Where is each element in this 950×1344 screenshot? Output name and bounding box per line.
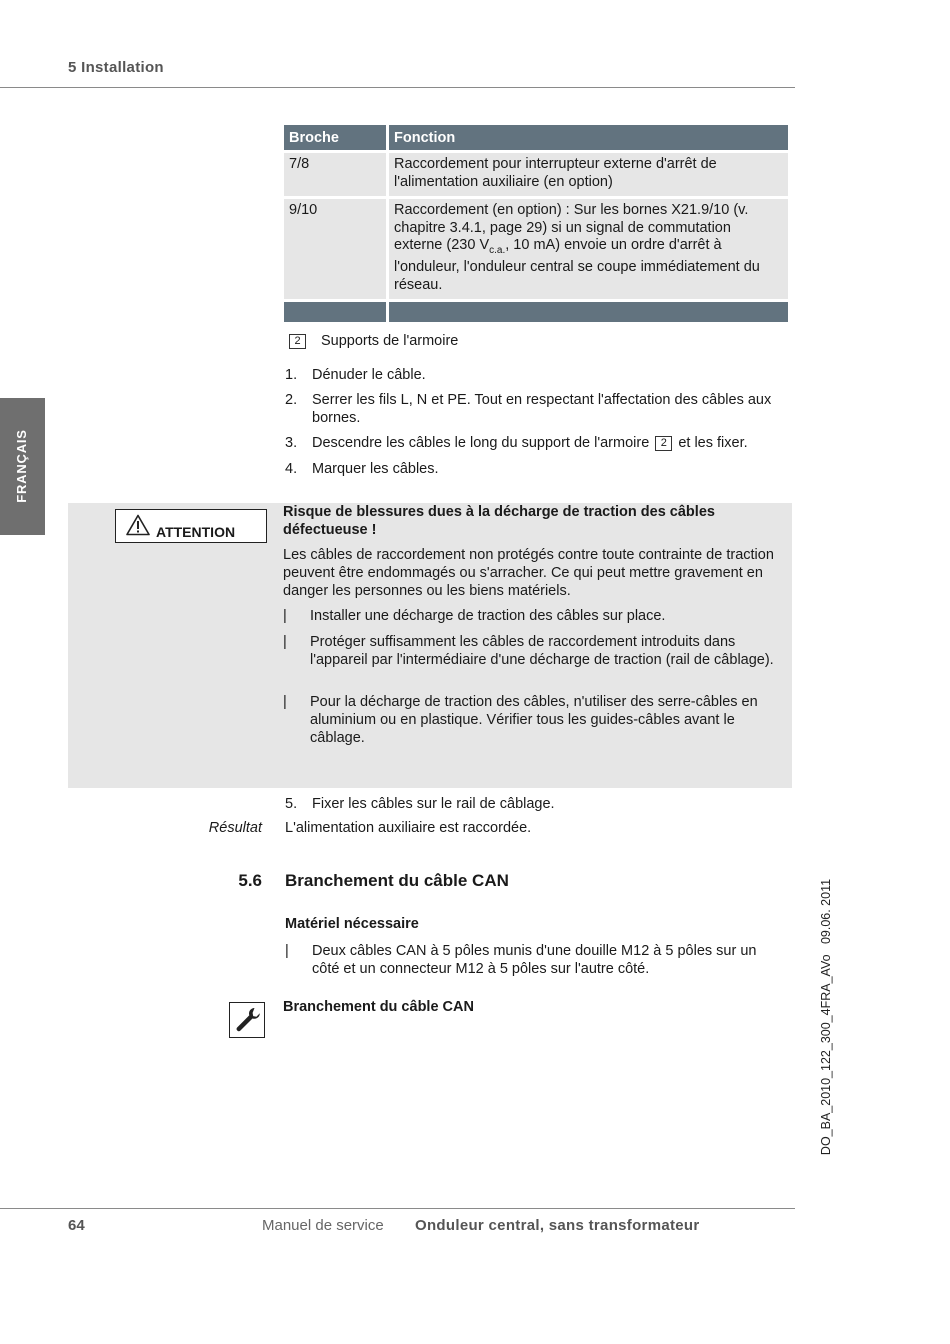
result-label: Résultat	[208, 820, 262, 836]
header-section-title: 5 Installation	[68, 59, 164, 76]
footer-product-title: Onduleur central, sans transformateur	[415, 1217, 700, 1234]
list-item	[285, 460, 795, 478]
table-cell-pin: 9/10	[284, 199, 386, 299]
header-divider	[0, 87, 795, 88]
step-text: Serrer les fils L, N et PE. Tout en respectant l'affectation des câbles aux bornes.	[312, 392, 772, 426]
table-footer-row	[284, 302, 788, 322]
bullet-mark: |	[283, 634, 287, 650]
footer-manual-label: Manuel de service	[262, 1217, 384, 1234]
legend-text: Supports de l'armoire	[321, 333, 459, 349]
attention-label: ATTENTION	[156, 524, 236, 540]
legend-number	[287, 332, 308, 350]
section-number: 5.6	[238, 871, 262, 890]
bullet-text: Pour la décharge de traction des câbles, n'utiliser des serre-câbles en aluminium ou en plastique. Vérifier tous les guides-câbles avant le câblage.	[310, 694, 758, 746]
document-code: DO_BA_2010_122_300_4FRA_AVo 09.06. 2011	[819, 878, 833, 1156]
table-cell-function	[389, 199, 788, 299]
list-item	[285, 366, 795, 384]
attention-badge	[115, 509, 267, 543]
language-tab-label: FRANÇAIS	[14, 429, 29, 503]
bullet-text: Deux câbles CAN à 5 pôles munis d'une douille M12 à 5 pôles sur un côté et un connecteur M12 à 5 pôles sur l'autre côté.	[312, 943, 757, 977]
pin-function-table	[281, 122, 791, 325]
bullet-mark: |	[285, 943, 289, 959]
legend-number-box: 2	[289, 334, 306, 349]
procedure-title: Branchement du câble CAN	[283, 999, 474, 1015]
step-text-a: Descendre les câbles le long du support de l'armoire	[312, 435, 650, 451]
list-item	[283, 633, 783, 669]
table-header-fonction: Fonction	[389, 125, 788, 150]
bullet-text: Installer une décharge de traction des câbles sur place.	[310, 608, 666, 624]
table-row	[284, 199, 788, 299]
wrench-icon	[229, 1002, 265, 1038]
bullet-text: Protéger suffisamment les câbles de raccordement introduits dans l'appareil par l'intermédiaire d'une décharge de traction (rail de câblage).	[310, 634, 774, 668]
list-item	[285, 942, 785, 978]
table-footer-cell	[284, 302, 386, 322]
list-item	[283, 607, 783, 625]
step-number: 4.	[285, 461, 298, 477]
step-text: Marquer les câbles.	[312, 461, 439, 477]
table-header-broche: Broche	[284, 125, 386, 150]
step-number: 1.	[285, 367, 298, 383]
table-cell-text-b: , 10 mA) envoie un ordre d'arrêt à l'onduleur, l'onduleur central se coupe immédiatement du réseau.	[394, 237, 760, 293]
language-tab	[0, 398, 45, 535]
step-ref-number: 2	[655, 436, 672, 451]
bullet-mark: |	[283, 608, 287, 624]
material-title: Matériel nécessaire	[285, 916, 419, 932]
table-cell-text-a: Raccordement (en option) : Sur les bornes X21.9/10 (v. chapitre 3.4.1, page 29) si un signal de commutation externe (230 V	[394, 202, 749, 253]
step-text: Fixer les câbles sur le rail de câblage.	[312, 796, 555, 812]
warning-text: Les câbles de raccordement non protégés contre toute contrainte de traction peuvent être endommagés ou s'arracher. Ce qui peut mettre gravement en danger les personnes ou les biens matériels.	[283, 547, 774, 599]
table-cell-pin: 7/8	[284, 153, 386, 196]
table-row	[284, 153, 788, 196]
list-item	[283, 693, 783, 747]
page-number: 64	[68, 1217, 85, 1234]
step-number: 3.	[285, 435, 298, 451]
table-cell-function: Raccordement pour interrupteur externe d'arrêt de l'alimentation auxiliaire (en option)	[389, 153, 788, 196]
wrench-icon-graphic	[230, 1003, 264, 1037]
warning-triangle-icon	[126, 514, 150, 536]
step-text: Dénuder le câble.	[312, 367, 426, 383]
list-item	[285, 795, 795, 813]
list-item	[285, 391, 795, 427]
result-text: L'alimentation auxiliaire est raccordée.	[285, 820, 532, 836]
list-item	[285, 434, 795, 452]
step-number: 5.	[285, 796, 298, 812]
warning-title: Risque de blessures dues à la décharge de traction des câbles défectueuse !	[283, 504, 715, 538]
step-text	[312, 434, 795, 452]
step-number: 2.	[285, 392, 298, 408]
section-title: Branchement du câble CAN	[285, 871, 509, 890]
table-cell-subscript: c.a.	[489, 244, 506, 256]
table-footer-cell	[389, 302, 788, 322]
footer-divider	[0, 1208, 795, 1209]
table-header-row	[284, 125, 788, 150]
bullet-mark: |	[283, 694, 287, 710]
step-text-b: et les fixer.	[678, 435, 748, 451]
